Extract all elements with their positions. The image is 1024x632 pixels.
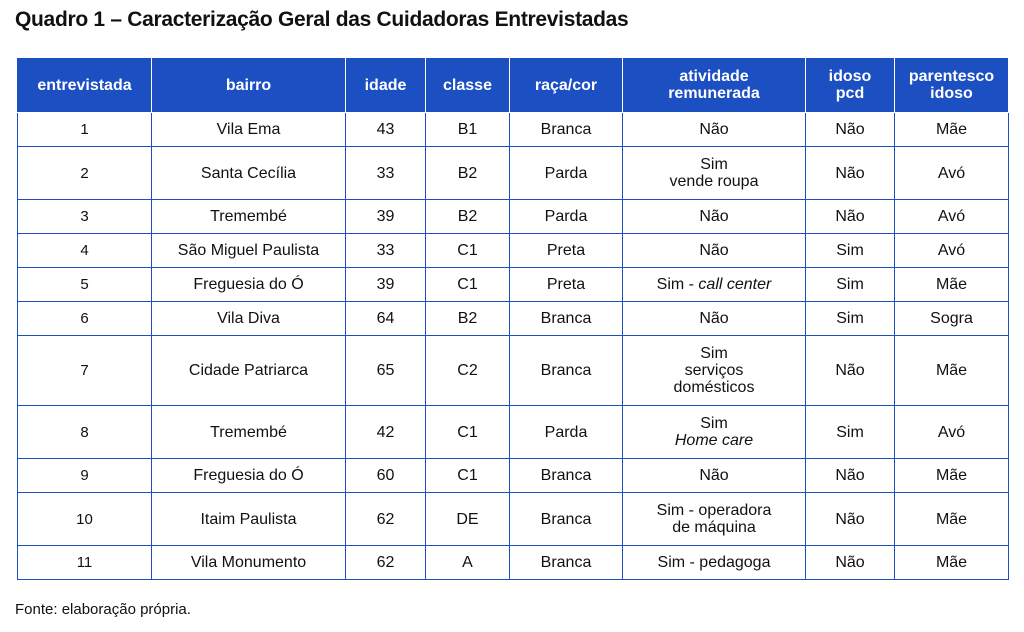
atividade-line: Sim - operadora <box>656 502 772 519</box>
cell-entrevistada: 1 <box>18 113 152 147</box>
cell-idade: 64 <box>346 302 426 336</box>
cell-idade: 62 <box>346 493 426 546</box>
cell-classe: C1 <box>426 234 510 268</box>
table-row <box>18 200 1009 234</box>
cell-classe: B1 <box>426 113 510 147</box>
table-row <box>18 113 1009 147</box>
cell-classe: B2 <box>426 200 510 234</box>
cell-raca: Branca <box>510 336 623 406</box>
cell-idoso-pcd: Sim <box>806 302 895 336</box>
cell-classe: C1 <box>426 459 510 493</box>
cell-atividade <box>623 147 806 200</box>
cell-entrevistada: 10 <box>18 493 152 546</box>
table-row <box>18 147 1009 200</box>
cell-entrevistada: 3 <box>18 200 152 234</box>
cell-idade: 62 <box>346 546 426 580</box>
cell-idoso-pcd: Sim <box>806 268 895 302</box>
cell-bairro: São Miguel Paulista <box>152 234 346 268</box>
cell-atividade: Não <box>623 234 806 268</box>
cell-parentesco: Avó <box>895 406 1009 459</box>
cell-raca: Branca <box>510 493 623 546</box>
atividade-line: de máquina <box>672 519 756 536</box>
cell-atividade: Não <box>623 459 806 493</box>
cell-idade: 39 <box>346 200 426 234</box>
atividade-line: Sim <box>700 156 728 173</box>
cell-entrevistada: 9 <box>18 459 152 493</box>
atividade-line: vende roupa <box>669 173 759 190</box>
cell-idoso-pcd: Não <box>806 147 895 200</box>
table-title: Quadro 1 – Caracterização Geral das Cuidadoras Entrevistadas <box>15 8 629 31</box>
table-row <box>18 493 1009 546</box>
column-header-line: parentesco <box>908 68 995 85</box>
cell-parentesco: Mãe <box>895 113 1009 147</box>
cell-idade: 39 <box>346 268 426 302</box>
cell-raca: Branca <box>510 113 623 147</box>
cell-idoso-pcd: Não <box>806 459 895 493</box>
column-header-raca-cor: raça/cor <box>510 58 623 113</box>
column-header-atividade-remunerada <box>623 58 806 113</box>
cell-idade: 33 <box>346 234 426 268</box>
cell-classe: C2 <box>426 336 510 406</box>
column-header-line: remunerada <box>668 85 760 102</box>
cell-raca: Preta <box>510 234 623 268</box>
cell-bairro: Freguesia do Ó <box>152 459 346 493</box>
atividade-line: domésticos <box>673 379 755 396</box>
cell-classe: C1 <box>426 406 510 459</box>
cell-parentesco: Avó <box>895 200 1009 234</box>
cell-bairro: Tremembé <box>152 406 346 459</box>
cell-parentesco: Mãe <box>895 268 1009 302</box>
table-row <box>18 336 1009 406</box>
cell-idoso-pcd: Sim <box>806 234 895 268</box>
cell-entrevistada: 6 <box>18 302 152 336</box>
cell-bairro: Santa Cecília <box>152 147 346 200</box>
table-row <box>18 459 1009 493</box>
cell-entrevistada: 7 <box>18 336 152 406</box>
cell-entrevistada: 11 <box>18 546 152 580</box>
table-row <box>18 268 1009 302</box>
cell-classe: A <box>426 546 510 580</box>
cell-idoso-pcd: Não <box>806 546 895 580</box>
column-header-line: idoso <box>930 85 973 102</box>
cell-parentesco: Mãe <box>895 546 1009 580</box>
cell-bairro: Itaim Paulista <box>152 493 346 546</box>
cell-bairro: Vila Ema <box>152 113 346 147</box>
cell-raca: Branca <box>510 546 623 580</box>
table-row <box>18 406 1009 459</box>
cell-atividade <box>623 406 806 459</box>
cell-bairro: Tremembé <box>152 200 346 234</box>
cell-idade: 33 <box>346 147 426 200</box>
cell-atividade <box>623 268 806 302</box>
cell-bairro: Vila Monumento <box>152 546 346 580</box>
cell-bairro: Freguesia do Ó <box>152 268 346 302</box>
cell-atividade: Sim - pedagoga <box>623 546 806 580</box>
cell-bairro: Vila Diva <box>152 302 346 336</box>
column-header-idade: idade <box>346 58 426 113</box>
column-header-bairro: bairro <box>152 58 346 113</box>
cell-classe: B2 <box>426 147 510 200</box>
atividade-line: Sim <box>700 345 728 362</box>
cell-parentesco: Avó <box>895 147 1009 200</box>
caregivers-table <box>17 57 1009 580</box>
cell-idoso-pcd: Sim <box>806 406 895 459</box>
atividade-line: serviços <box>684 362 744 379</box>
atividade-italic-text: call center <box>698 276 772 293</box>
cell-idade: 60 <box>346 459 426 493</box>
column-header-line: idoso <box>828 68 872 85</box>
cell-entrevistada: 2 <box>18 147 152 200</box>
table-row <box>18 546 1009 580</box>
atividade-italic-line: Home care <box>674 432 754 449</box>
column-header-parentesco-idoso <box>895 58 1009 113</box>
cell-classe: B2 <box>426 302 510 336</box>
cell-parentesco: Mãe <box>895 336 1009 406</box>
cell-raca: Branca <box>510 459 623 493</box>
cell-atividade: Não <box>623 302 806 336</box>
cell-idoso-pcd: Não <box>806 336 895 406</box>
source-note: Fonte: elaboração própria. <box>15 601 191 618</box>
cell-entrevistada: 8 <box>18 406 152 459</box>
cell-raca: Branca <box>510 302 623 336</box>
cell-idoso-pcd: Não <box>806 200 895 234</box>
column-header-classe: classe <box>426 58 510 113</box>
cell-entrevistada: 5 <box>18 268 152 302</box>
table-row <box>18 234 1009 268</box>
cell-idade: 65 <box>346 336 426 406</box>
atividade-line: Sim <box>700 415 728 432</box>
cell-idoso-pcd: Não <box>806 113 895 147</box>
cell-parentesco: Mãe <box>895 459 1009 493</box>
cell-parentesco: Avó <box>895 234 1009 268</box>
cell-classe: DE <box>426 493 510 546</box>
column-header-line: atividade <box>679 68 749 85</box>
cell-atividade: Não <box>623 200 806 234</box>
cell-atividade: Não <box>623 113 806 147</box>
cell-raca: Parda <box>510 200 623 234</box>
atividade-text: Sim - <box>656 276 699 293</box>
cell-atividade <box>623 336 806 406</box>
header-row <box>18 58 1009 113</box>
column-header-entrevistada: entrevistada <box>18 58 152 113</box>
cell-atividade <box>623 493 806 546</box>
cell-parentesco: Sogra <box>895 302 1009 336</box>
cell-idoso-pcd: Não <box>806 493 895 546</box>
cell-entrevistada: 4 <box>18 234 152 268</box>
cell-raca: Parda <box>510 147 623 200</box>
cell-idade: 42 <box>346 406 426 459</box>
cell-idade: 43 <box>346 113 426 147</box>
column-header-line: pcd <box>835 85 865 102</box>
cell-raca: Parda <box>510 406 623 459</box>
cell-classe: C1 <box>426 268 510 302</box>
table-row <box>18 302 1009 336</box>
cell-bairro: Cidade Patriarca <box>152 336 346 406</box>
cell-raca: Preta <box>510 268 623 302</box>
column-header-idoso-pcd <box>806 58 895 113</box>
cell-parentesco: Mãe <box>895 493 1009 546</box>
